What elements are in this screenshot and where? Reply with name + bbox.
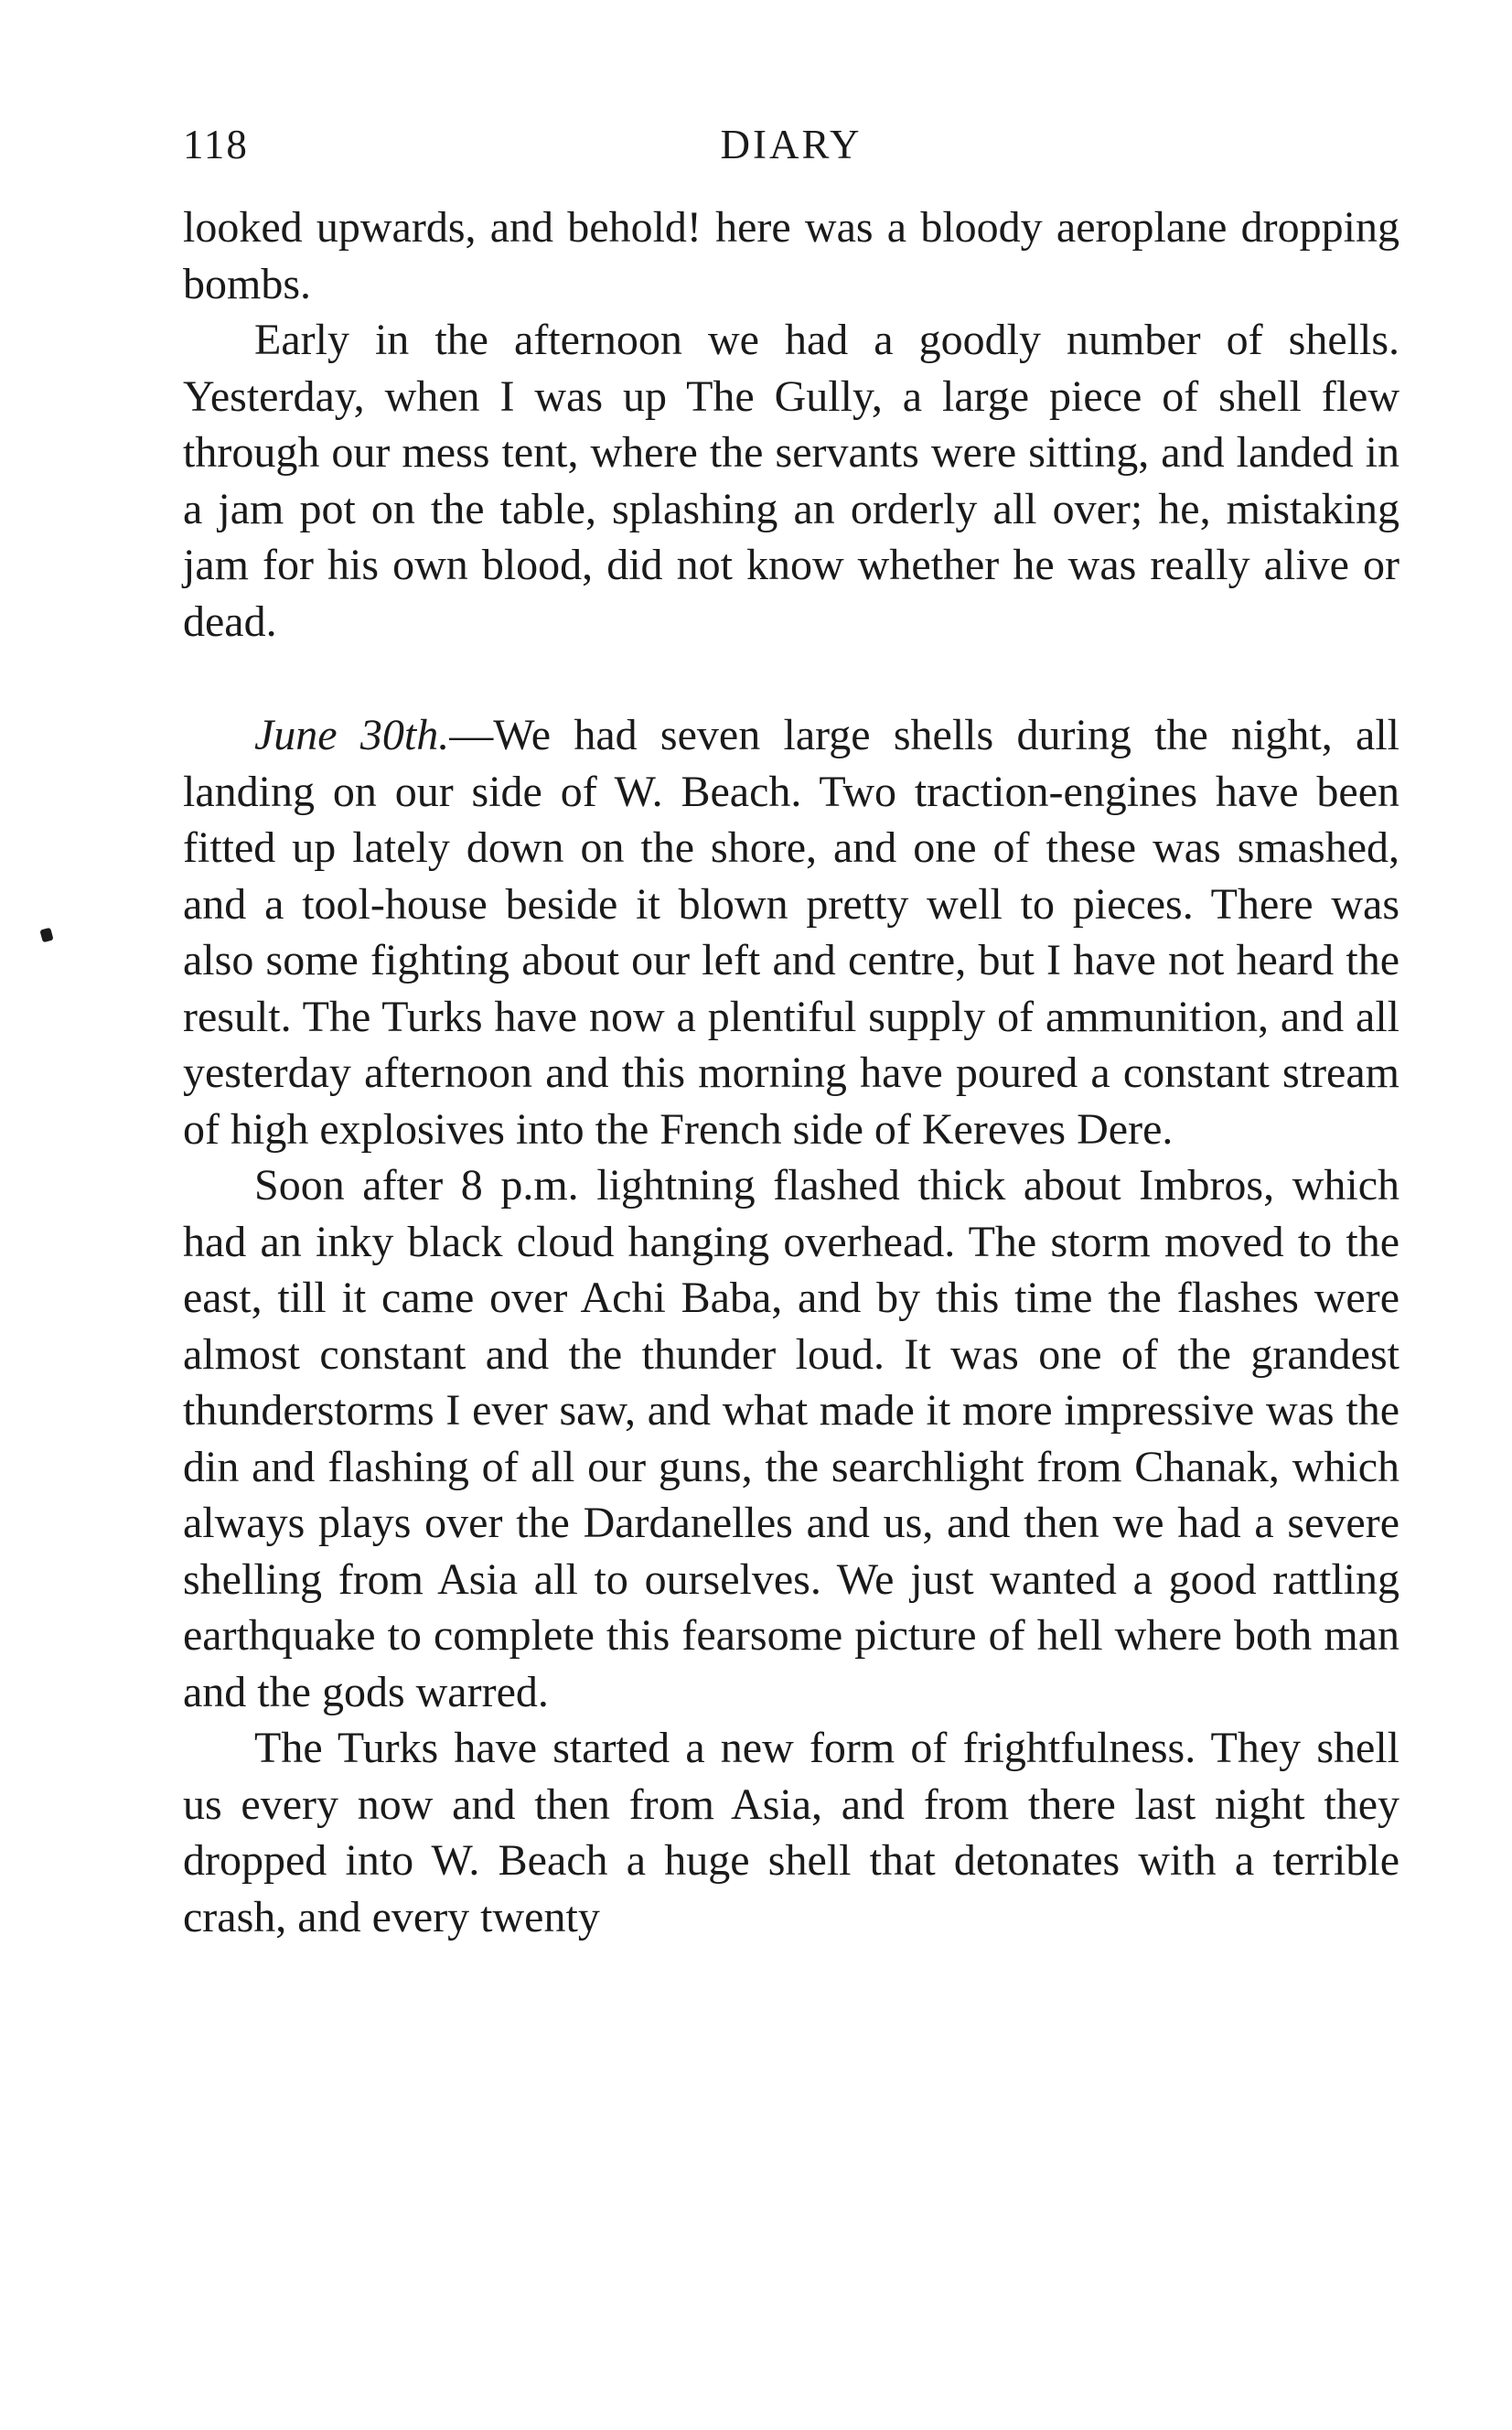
paragraph-text: —We had seven large shells during the night, all landing on our side of W. Beach. Two traction-engines have been fitted up lately down on the shore, and one of these was smashed, and a tool-house beside it blown pretty well to pieces. There was also some fighting about our left and centre, but I have not heard the result. The Turks have now a plentiful supply of ammunition, and all yesterday afternoon and this morning have poured a constant stream of high explosives into the French side of Kereves Dere.	[183, 711, 1399, 1154]
paragraph	[183, 1157, 1399, 1720]
running-title: DIARY	[720, 122, 863, 167]
paragraph-continued	[183, 199, 1399, 312]
page-header	[183, 117, 1399, 172]
page-number: 118	[183, 122, 249, 167]
paragraph-text: looked upwards, and behold! here was a bloody aeroplane dropping bombs.	[183, 203, 1399, 308]
paragraph	[183, 312, 1399, 650]
entry-date: June 30th.	[254, 711, 450, 759]
paragraph-text: The Turks have started a new form of frightfulness. They shell us every now and then from Asia, and from there last night they dropped into W. Beach a huge shell that detonates with a terrible crash, and every twenty	[183, 1724, 1399, 1941]
body-text	[183, 199, 1399, 1945]
paragraph-text: Early in the afternoon we had a goodly number of shells. Yesterday, when I was up The Gully, a large piece of shell flew through our mess tent, where the servants were sitting, and landed in a jam pot on the table, splashing an orderly all over; he, mistaking jam for his own blood, did not know whether he was really alive or dead.	[183, 316, 1399, 646]
paragraph	[183, 1720, 1399, 1945]
paragraph-text: Soon after 8 p.m. lightning flashed thick about Imbros, which had an inky black cloud hanging overhead. The storm moved to the east, till it came over Achi Baba, and by this time the flashes were almost constant and the thunder loud. It was one of the grandest thunderstorms I ever saw, and what made it more impressive was the din and flashing of all our guns, the searchlight from Chanak, which always plays over the Dardanelles and us, and then we had a severe shelling from Asia all to ourselves. We just wanted a good rattling earthquake to complete this fearsome picture of hell where both man and the gods warred.	[183, 1161, 1399, 1716]
stray-ink-mark	[39, 928, 53, 943]
diary-entry	[183, 707, 1399, 1157]
